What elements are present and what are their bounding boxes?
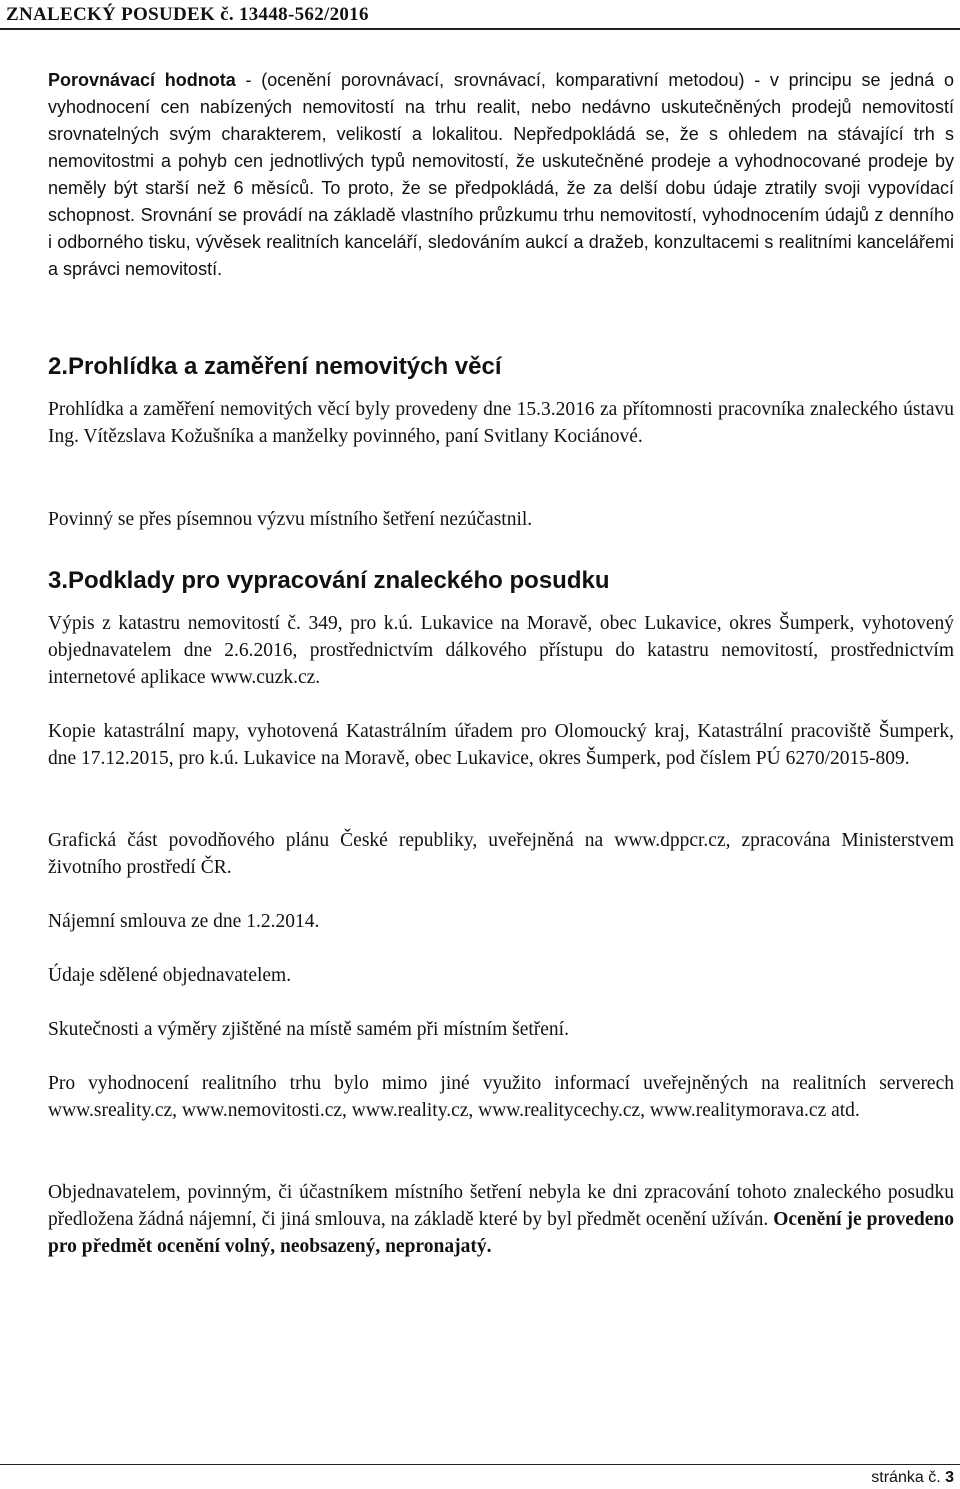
valuation-statement (48, 1179, 954, 1260)
document-title: ZNALECKÝ POSUDEK č. 13448-562/2016 (6, 4, 369, 25)
page-number: 3 (945, 1469, 954, 1486)
page-label: stránka č. (871, 1469, 941, 1486)
page-header (0, 0, 960, 28)
intro-term: Porovnávací hodnota (48, 70, 236, 90)
section-2-title: Prohlídka a zaměření nemovitých věcí (68, 353, 502, 380)
source-flood-plan: Grafická část povodňového plánu České republiky, uveřejněná na www.dppcr.cz, zpracována Ministerstvem životního prostředí ČR. (48, 830, 954, 878)
footer-divider (0, 1464, 960, 1465)
source-site-inspection: Skutečnosti a výměry zjištěné na místě samém při místním šetření. (48, 1019, 569, 1040)
valuation-statement-bold: Ocenění je provedeno pro předmět ocenění volný, neobsazený, nepronajatý. (48, 1209, 954, 1257)
header-divider (0, 28, 960, 30)
valuation-statement-text: Objednavatelem, povinným, či účastníkem místního šetření nebyla ke dni zpracování tohoto znaleckého posudku předložena žádná nájemní, či jiná smlouva, na základě které by byl předmět ocenění užíván. (48, 1182, 954, 1230)
section-3-title: Podklady pro vypracování znaleckého posudku (68, 567, 610, 594)
section-2-paragraph-2: Povinný se přes písemnou výzvu místního šetření nezúčastnil. (48, 509, 533, 530)
source-lease-agreement: Nájemní smlouva ze dne 1.2.2014. (48, 911, 320, 932)
section-2-heading: 2.Prohlídka a zaměření nemovitých věcí (48, 353, 502, 380)
intro-method: Srovnání se provádí na základě vlastního průzkumu trhu nemovitostí, vyhodnocením údajů z denního i odborného tisku, vývěsek realitních kanceláří, sledováním aukcí a dražeb, konzultacemi s realitními kancelářemi a správci nemovitostí. (48, 205, 954, 279)
section-2-paragraph-1: Prohlídka a zaměření nemovitých věcí byly provedeny dne 15.3.2016 za přítomnosti pracovníka znaleckého ústavu Ing. Vítězslava Kožušníka a manželky povinného, paní Svitlany Kociánové. (48, 399, 954, 447)
source-cadastral-map: Kopie katastrální mapy, vyhotovená Katastrálním úřadem pro Olomoucký kraj, Katastrální pracoviště Šumperk, dne 17.12.2015, pro k.ú. Lukavice na Moravě, obec Lukavice, okres Šumperk, pod číslem PÚ 6270/2015-809. (48, 721, 954, 769)
intro-definition: - (ocenění porovnávací, srovnávací, komparativní metodou) - v principu se jedná o vyhodnocení cen nabízených nemovitostí na trhu realit, nebo nedávno uskutečněných prodejů nemovitostí srovnatelných svým charakterem, velikostí a lokalitou. (48, 70, 954, 144)
section-3-heading: 3.Podklady pro vypracování znaleckého posudku (48, 567, 610, 594)
source-real-estate-servers: Pro vyhodnocení realitního trhu bylo mimo jiné využito informací uveřejněných na realitních serverech www.sreality.cz, www.nemovitosti.cz, www.reality.cz, www.realitycechy.cz, www.realitymorava.cz atd. (48, 1073, 954, 1121)
intro-assumption: Nepředpokládá se, že s ohledem na stávající trh s nemovitostmi a pohyb cen jednotlivých typů nemovitostí, že uskutečněné prodeje a vyhodnocované prodeje by neměly být starší než 6 měsíců. To proto, že se předpokládá, že za delší dobu údaje ztratily svoji vypovídací schopnost. (48, 124, 954, 225)
intro-paragraph (48, 67, 954, 283)
source-cadastre-extract: Výpis z katastru nemovitostí č. 349, pro k.ú. Lukavice na Moravě, obec Lukavice, okres Šumperk, vyhotovený objednavatelem dne 2.6.2016, prostřednictvím dálkového přístupu do katastru nemovitostí, prostřednictvím internetové aplikace www.cuzk.cz. (48, 613, 954, 688)
source-client-data: Údaje sdělené objednavatelem. (48, 965, 292, 986)
page-footer (871, 1469, 954, 1487)
